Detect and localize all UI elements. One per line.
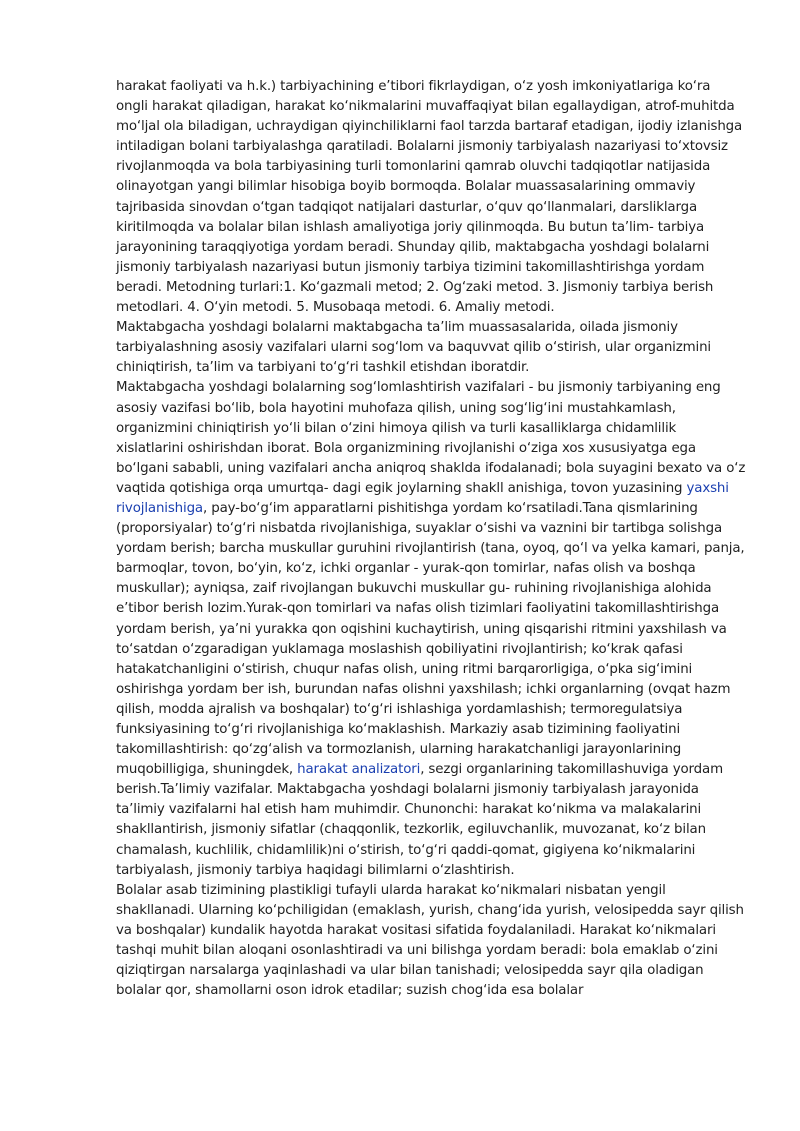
paragraph-health-tasks [116,378,746,880]
paragraph-text: Maktabgacha yoshdagi bolalarning sog‘lomlashtirish vazifalari - bu jismoniy tarbiyaning eng asosiy vazifasi bo‘lib, bola hayotini muhofaza qilish, uning sog‘lig‘ini mustahkamlash, organizmini chiniqtirish yo‘li bilan o‘zini himoya qilish va turli kasalliklarga chidamlilik xislatlarini oshirishdan iborat. Bola organizmining rivojlanishi o‘ziga xos xususiyatga ega bo‘lgani sababli, uning vazifalari ancha aniqroq shaklda ifodalanadi; bola suyagini bexato va o‘z vaqtida qotishiga orqa umurtqa- dagi egik joylarning shakll anishiga, tovon yuzasining [116,380,746,496]
document-body [116,77,746,1001]
link-harakat-analizatori[interactable]: harakat analizatori [297,762,421,778]
paragraph-methods: harakat faoliyati va h.k.) tarbiyachining e’tibori fikrlaydigan, o‘z yosh imkoniyatlariga ko‘ra ongli harakat qiladigan, harakat ko‘nikmalarini muvaffaqiyat bilan egallaydigan, atrof-muhitda mo‘ljal ola biladigan, uchraydigan qiyinchiliklarni faol tarzda bartaraf etadigan, ijodiy izlanishga intiladigan bolani tarbiyalashga qaratiladi. Bolalarni jismoniy tarbiyalash nazariyasi to‘xtovsiz rivojlanmoqda va bola tarbiyasining turli tomonlarini qamrab oluvchi tadqiqotlar natijasida olinayotgan yangi bilimlar hisobiga boyib bormoqda. Bolalar muassasalarining ommaviy tajribasida sinovdan o‘tgan tadqiqot natijalari dasturlar, o‘quv qo‘llanmalari, darsliklarga kiritilmoqda va bolalar bilan ishlash amaliyotiga joriy qilinmoqda. Bu butun ta’lim- tarbiya jarayonining taraqqiyotiga yordam beradi. Shunday qilib, maktabgacha yoshdagi bolalarni jismoniy tarbiyalash nazariyasi butun jismoniy tarbiya tizimini takomillashtirishga yordam beradi. Metodning turlari:1. Ko‘gazmali metod; 2. Og‘zaki metod. 3. Jismoniy tarbiya berish metodlari. 4. O‘yin metodi. 5. Musobaqa metodi. 6. Amaliy metodi. [116,79,743,316]
paragraph-text: , sezgi organlarining takomillashuviga yordam berish.Ta’limiy vazifalar. Maktabgacha yoshdagi bolalarni jismoniy tarbiyalash jarayonida ta’limiy vazifalarni hal etish ham muhimdir. Chunonchi: harakat ko‘nikma va malakalarini shakllantirish, jismoniy sifatlar (chaqqonlik, tezkorlik, egiluvchanlik, muvozanat, ko‘z bilan chamalash, kuchlilik, chidamlilik)ni o‘stirish, to‘g‘ri qaddi-qomat, gigiyena ko‘nikmalarini tarbiyalash, jismoniy tarbiya haqidagi bilimlarni o‘zlashtirish. [116,762,723,878]
paragraph-motor-skills: Bolalar asab tizimining plastikligi tufayli ularda harakat ko‘nikmalari nisbatan yengil shakllanadi. Ularning ko‘pchiligidan (emaklash, yurish, chang‘ida yurish, velosipedda sayr qilish va boshqalar) kundalik hayotda harakat vositasi sifatida foydalaniladi. Harakat ko‘nikmalari tashqi muhit bilan aloqani osonlashtiradi va uni bilishga yordam beradi: bola emaklab o‘zini qiziqtirgan narsalarga yaqinlashadi va ular bilan tanishadi; velosipedda sayr qila oladigan bolalar qor, shamollarni oson idrok etadilar; suzish chog‘ida esa bolalar [116,882,744,999]
paragraph-text: , pay-bo‘g‘im apparatlarni pishitishga yordam ko‘rsatiladi.Tana qismlarining (proporsiyalar) to‘g‘ri nisbatda rivojlanishiga, suyaklar o‘sishi va vaznini bir tartibga solishga yordam berish; barcha muskullar guruhini rivojlantirish (tana, oyoq, qo‘l va yelka kamari, panja, barmoqlar, tovon, bo‘yin, ko‘z, ichki organlar - yurak-qon tomirlar, nafas olish va boshqa muskullar); ayniqsa, zaif rivojlangan bukuvchi muskullar gu- ruhining rivojlanishiga alohida e’tibor berish lozim.Yurak-qon tomirlari va nafas olish tizimlari faoliyatini takomillashtirishga yordam berish, ya’ni yurakka qon oqishini kuchaytirish, uning qisqarishi ritmini yaxshilash va to‘satdan o‘zgaradigan yuklamaga moslashish qobiliyatini rivojlantirish; ko‘krak qafasi hatakatchanligini o‘stirish, chuqur nafas olish, uning ritmi barqarorligiga, o‘pka sig‘imini oshirishga yordam ber ish, burundan nafas olishni yaxshilash; ichki organlarning (ovqat hazm qilish, modda ajralish va boshqalar) to‘g‘ri ishlashiga yordamlashish; termoregulatsiya funksiyasining to‘g‘ri rivojlanishiga ko‘maklashish. Markaziy asab tizimining faoliyatini takomillashtirish: qo‘zg‘alish va tormozlanish, ularning harakatchanligi jarayonlarining muqobilligiga, shuningdek, [116,500,745,778]
paragraph-main-tasks: Maktabgacha yoshdagi bolalarni maktabgacha ta’lim muassasalarida, oilada jismoniy tarbiyalashning asosiy vazifalari ularni sog‘lom va baquvvat qilib o‘stirish, ular organizmini chiniqtirish, ta’lim va tarbiyani to‘g‘ri tashkil etishdan iboratdir. [116,320,712,376]
link-yaxshi-rivojlanishiga[interactable]: yaxshi rivojlanishiga [116,480,729,516]
